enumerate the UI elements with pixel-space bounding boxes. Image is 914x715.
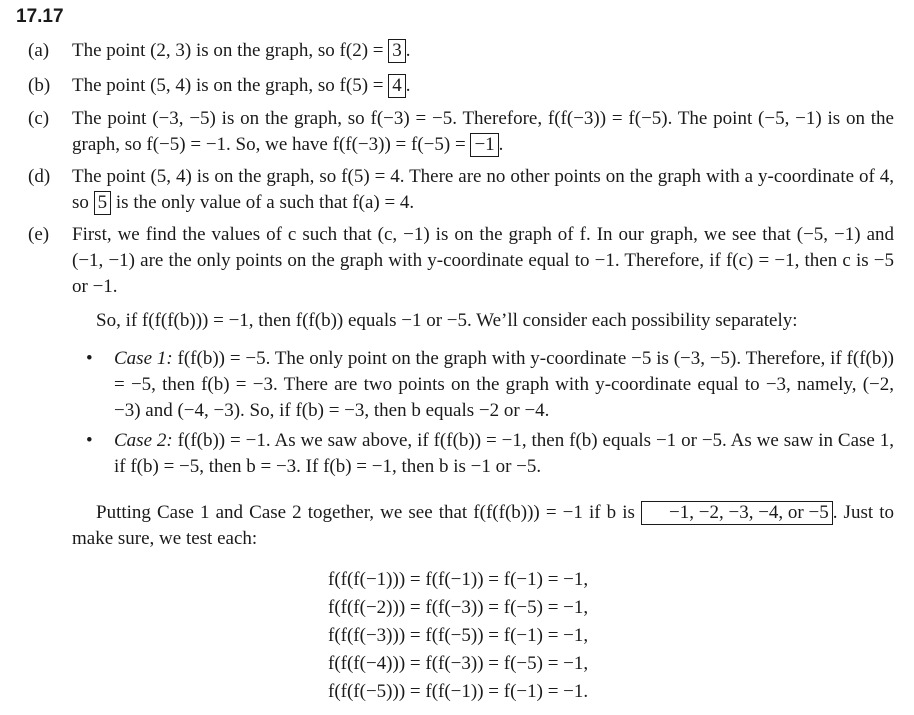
part-d bbox=[28, 164, 894, 216]
part-d-text-before: The point (5, 4) is on the graph, so f(5) = 4. There are no other points on the graph with a y-coordinate of 4, so bbox=[72, 166, 894, 213]
part-e-paragraph-2: So, if f(f(f(b))) = −1, then f(f(b)) equals −1 or −5. We’ll consider each possibility separately: bbox=[96, 310, 798, 331]
part-b-end: . bbox=[405, 75, 411, 96]
equation-line: f(f(f(−4))) = f(f(−3)) = f(−5) = −1, bbox=[328, 653, 589, 674]
problem-number: 17.17 bbox=[16, 6, 64, 27]
part-b-text: The point (5, 4) is on the graph, so f(5) = bbox=[72, 75, 384, 96]
part-c-end: . bbox=[498, 134, 504, 155]
case-2-bullet bbox=[86, 428, 894, 480]
part-c bbox=[28, 106, 894, 158]
equation-line: f(f(f(−2))) = f(f(−3)) = f(−5) = −1, bbox=[328, 597, 589, 618]
part-c-text: The point (−3, −5) is on the graph, so f(−3) = −5. Therefore, f(f(−3)) = f(−5). The point (−5, −1) is on the graph, so f(−5) = −1. So, we have f(f(−3)) = f(−5) = bbox=[72, 108, 894, 155]
part-b-answer-box: 4 bbox=[388, 74, 406, 98]
part-a-label: (a) bbox=[28, 40, 50, 61]
case-1-bullet bbox=[86, 346, 894, 424]
part-b bbox=[28, 73, 894, 99]
part-a bbox=[28, 38, 894, 64]
part-b-label: (b) bbox=[28, 75, 51, 96]
equation-line: f(f(f(−5))) = f(f(−1)) = f(−1) = −1. bbox=[328, 681, 589, 702]
equation-list bbox=[328, 566, 588, 706]
part-e-paragraph-1: First, we find the values of c such that (c, −1) is on the graph of f. In our graph, we see that (−5, −1) and (−1, −1) are the only points on the graph with y-coordinate equal to −1. Therefore, if f(c) = −1, then c is −5 or −1. bbox=[72, 224, 894, 297]
part-a-end: . bbox=[405, 40, 411, 61]
case-1-text: f(f(b)) = −5. The only point on the graph with y-coordinate −5 is (−3, −5). Therefore, if f(f(b)) = −5, then f(b) = −3. There are two points on the graph with y-coordinate equal to −3, namely, (−2, −3) and (−4, −3). So, if f(b) = −3, then b equals −2 or −4. bbox=[114, 348, 895, 421]
part-a-answer-box: 3 bbox=[388, 39, 406, 63]
part-e bbox=[28, 222, 894, 334]
part-c-label: (c) bbox=[28, 108, 50, 129]
bullet-dot-icon: • bbox=[86, 348, 93, 369]
case-2-label: Case 2: bbox=[114, 430, 173, 451]
part-e-label: (e) bbox=[28, 224, 50, 245]
part-d-label: (d) bbox=[28, 166, 51, 187]
bullet-dot-icon: • bbox=[86, 430, 93, 451]
equation-line: f(f(f(−3))) = f(f(−5)) = f(−1) = −1, bbox=[328, 625, 589, 646]
part-e-answer-box: −1, −2, −3, −4, or −5 bbox=[641, 501, 833, 525]
part-e-para3-before: Putting Case 1 and Case 2 together, we see that f(f(f(b))) = −1 if b is bbox=[96, 502, 635, 523]
part-e-para3-after: . Just to make sure, we test each: bbox=[72, 502, 894, 549]
part-e-conclusion bbox=[28, 500, 894, 552]
part-d-answer-box: 5 bbox=[94, 191, 112, 215]
equation-line: f(f(f(−1))) = f(f(−1)) = f(−1) = −1, bbox=[328, 569, 589, 590]
case-1-label: Case 1: bbox=[114, 348, 173, 369]
part-c-answer-box: −1 bbox=[470, 133, 498, 157]
part-a-text: The point (2, 3) is on the graph, so f(2) = bbox=[72, 40, 384, 61]
case-2-text: f(f(b)) = −1. As we saw above, if f(f(b)) = −1, then f(b) equals −1 or −5. As we saw in Case 1, if f(b) = −5, then b = −3. If f(b) = −1, then b is −1 or −5. bbox=[114, 430, 895, 477]
part-d-text-after: is the only value of a such that f(a) = 4. bbox=[115, 192, 415, 213]
